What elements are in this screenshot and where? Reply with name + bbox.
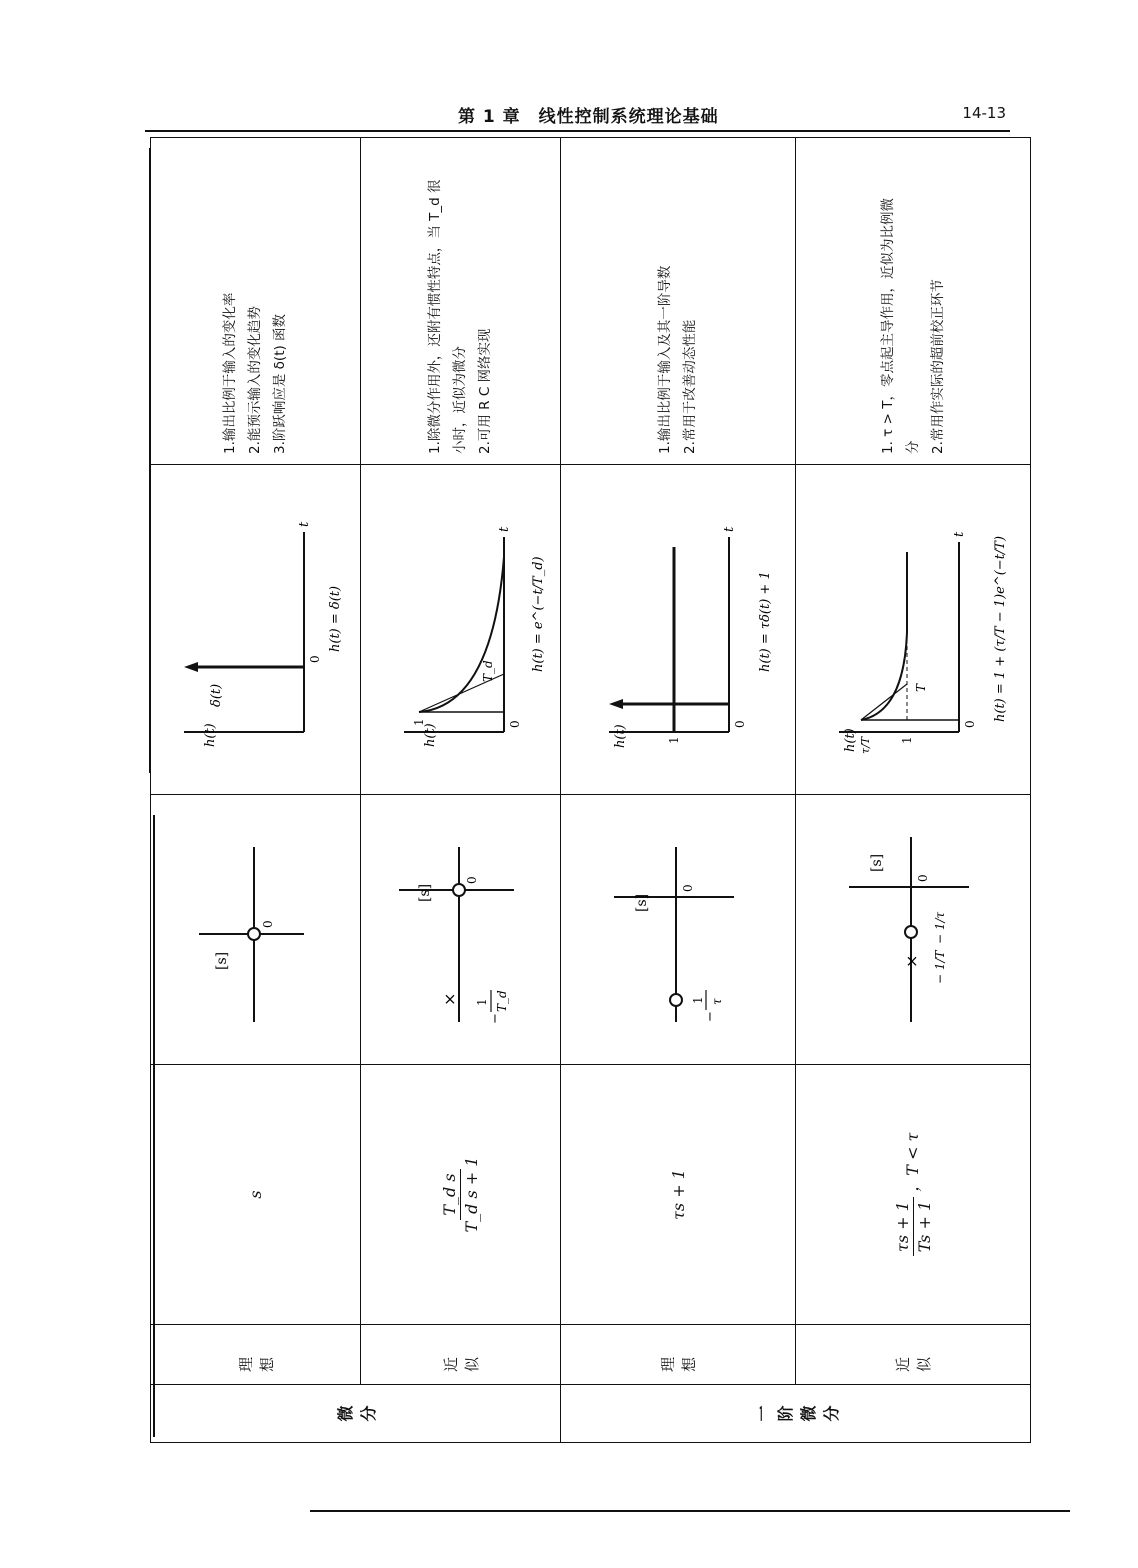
page-number: 14-13	[962, 104, 1006, 122]
rotated-table-stage	[150, 138, 1030, 1443]
s-plane-label: [s]	[868, 854, 885, 873]
zero-sign: −	[702, 1011, 718, 1023]
t-label: t	[721, 527, 737, 533]
pz-plot-4	[799, 797, 1024, 1063]
feature-line: 小时，近似为微分	[452, 346, 468, 454]
feature-line: 3.阶跃响应是 δ(t) 函数	[272, 313, 288, 454]
pole-denominator: T_d	[494, 990, 509, 1013]
pz-plot-2	[364, 797, 554, 1063]
h-label: h(t)	[612, 724, 628, 749]
tf-denominator: T_d s + 1	[462, 1156, 481, 1233]
step-formula: h(t) = e^(−t/T_d)	[530, 556, 546, 673]
tf-numerator: τs + 1	[893, 1197, 914, 1256]
h-label: h(t)	[422, 723, 438, 748]
origin-label: 0	[507, 720, 522, 729]
tf-denominator: Ts + 1	[914, 1200, 934, 1253]
features-ideal-derivative	[151, 138, 361, 465]
impulse-arrow	[609, 700, 623, 710]
one-label: 1	[899, 736, 914, 745]
origin-label: 0	[732, 720, 747, 729]
T-label: T	[913, 684, 928, 693]
pole-marker: ×	[439, 993, 459, 1007]
step-ideal-pd	[561, 465, 796, 795]
t-label: t	[496, 527, 512, 533]
table-row-ideal-derivative	[151, 138, 361, 1443]
pole-marker: ×	[901, 955, 921, 969]
zero-marker	[905, 927, 917, 939]
feature-line: 1.输出比例于输入的变化率	[222, 292, 238, 454]
pole-label: − 1/T	[932, 950, 947, 985]
feature-line: 2.常用于改善动态性能	[682, 319, 698, 454]
decay-curve	[861, 633, 907, 721]
step-plot-2	[364, 467, 554, 793]
tf-ideal-derivative: s	[151, 1065, 361, 1325]
h-label: h(t)	[842, 728, 858, 753]
impulse-arrow	[184, 663, 198, 673]
origin-label: 0	[962, 720, 977, 729]
tf-fraction	[440, 1153, 481, 1237]
origin-label: 0	[464, 876, 479, 885]
header-rule	[145, 130, 1010, 132]
subtype-ideal-1: 理想	[151, 1325, 361, 1385]
features-approx-derivative	[361, 138, 561, 465]
zero-numerator: 1	[690, 996, 705, 1005]
type-derivative: 微 分	[151, 1385, 561, 1443]
bottom-rule	[310, 1510, 1070, 1512]
step-ideal-derivative	[151, 465, 361, 795]
step-formula: h(t) = δ(t)	[327, 586, 343, 653]
features-approx-pd	[796, 138, 1031, 465]
feature-line: 2.可用 R C 网络实现	[477, 328, 493, 454]
pole-numerator: 1	[474, 998, 489, 1007]
origin-label: 0	[307, 655, 322, 664]
t-label: t	[951, 532, 967, 538]
feature-line: 2.能预示输入的变化趋势	[247, 306, 263, 454]
feature-line: 1. τ > T，零点起主导作用，近似为比例微	[879, 198, 896, 454]
s-plane-label: [s]	[213, 952, 230, 971]
step-formula: h(t) = τδ(t) + 1	[757, 571, 773, 673]
type-first-order-derivative: 一 阶 微 分	[561, 1385, 1031, 1443]
tf-condition: ，T < τ	[902, 1132, 922, 1192]
features-ideal-pd	[561, 138, 796, 465]
tau-over-T-label: τ/T	[858, 737, 872, 755]
feature-line: 1.除微分作用外，还附有惯性特点，当 T_d 很	[427, 179, 443, 454]
pz-approx-pd	[796, 795, 1031, 1065]
pz-approx-derivative	[361, 795, 561, 1065]
rotated-table	[150, 138, 1030, 1443]
t-label: t	[296, 522, 312, 528]
chapter-title: 第 1 章 线性控制系统理论基础	[458, 107, 719, 127]
table-row-approx-derivative	[361, 138, 561, 1443]
one-label: 1	[666, 736, 681, 745]
step-plot-1	[154, 467, 354, 793]
subtype-ideal-2: 理想	[561, 1325, 796, 1385]
zero-marker	[453, 885, 465, 897]
table-row-ideal-pd	[561, 138, 796, 1443]
s-plane-label: [s]	[633, 894, 650, 913]
td-label: T_d	[480, 660, 495, 683]
delta-label: δ(t)	[208, 684, 224, 708]
one-label: 1	[411, 718, 426, 727]
zero-label: − 1/τ	[932, 912, 947, 945]
tf-approx-pd	[796, 1065, 1031, 1325]
pz-plot-3	[564, 797, 789, 1063]
decay-curve	[419, 558, 504, 713]
tf-ideal-pd: τs + 1	[561, 1065, 796, 1325]
tf-approx-derivative	[361, 1065, 561, 1325]
s-plane-label: [s]	[416, 884, 433, 903]
tf-numerator: T_d s	[440, 1169, 461, 1219]
h-label: h(t)	[202, 723, 218, 748]
origin-label: 0	[680, 884, 695, 893]
subtype-approx-1: 近似	[361, 1325, 561, 1385]
tf-fraction	[893, 1197, 934, 1256]
page-header	[145, 102, 1010, 132]
feature-line: 2.常用作实际的超前校正环节	[929, 279, 946, 454]
feature-line: 分	[904, 440, 921, 454]
pz-ideal-pd	[561, 795, 796, 1065]
step-plot-3	[564, 467, 789, 793]
feature-line: 1.输出比例于输入及其一阶导数	[657, 265, 673, 454]
step-approx-pd	[796, 465, 1031, 795]
controller-table	[150, 137, 1031, 1443]
pz-plot-1	[154, 797, 354, 1063]
pole-sign: −	[487, 1013, 503, 1025]
pz-ideal-derivative	[151, 795, 361, 1065]
step-plot-4	[799, 467, 1024, 793]
subtype-approx-2: 近似	[796, 1325, 1031, 1385]
tangent-line	[861, 685, 907, 721]
zero-denominator: τ	[709, 998, 724, 1006]
zero-marker	[248, 929, 260, 941]
step-approx-derivative	[361, 465, 561, 795]
zero-marker	[670, 995, 682, 1007]
origin-label: 0	[260, 920, 275, 929]
step-formula: h(t) = 1 + (τ/T − 1)e^(−t/T)	[992, 536, 1008, 723]
origin-label: 0	[915, 874, 930, 883]
table-row-approx-pd	[796, 138, 1031, 1443]
